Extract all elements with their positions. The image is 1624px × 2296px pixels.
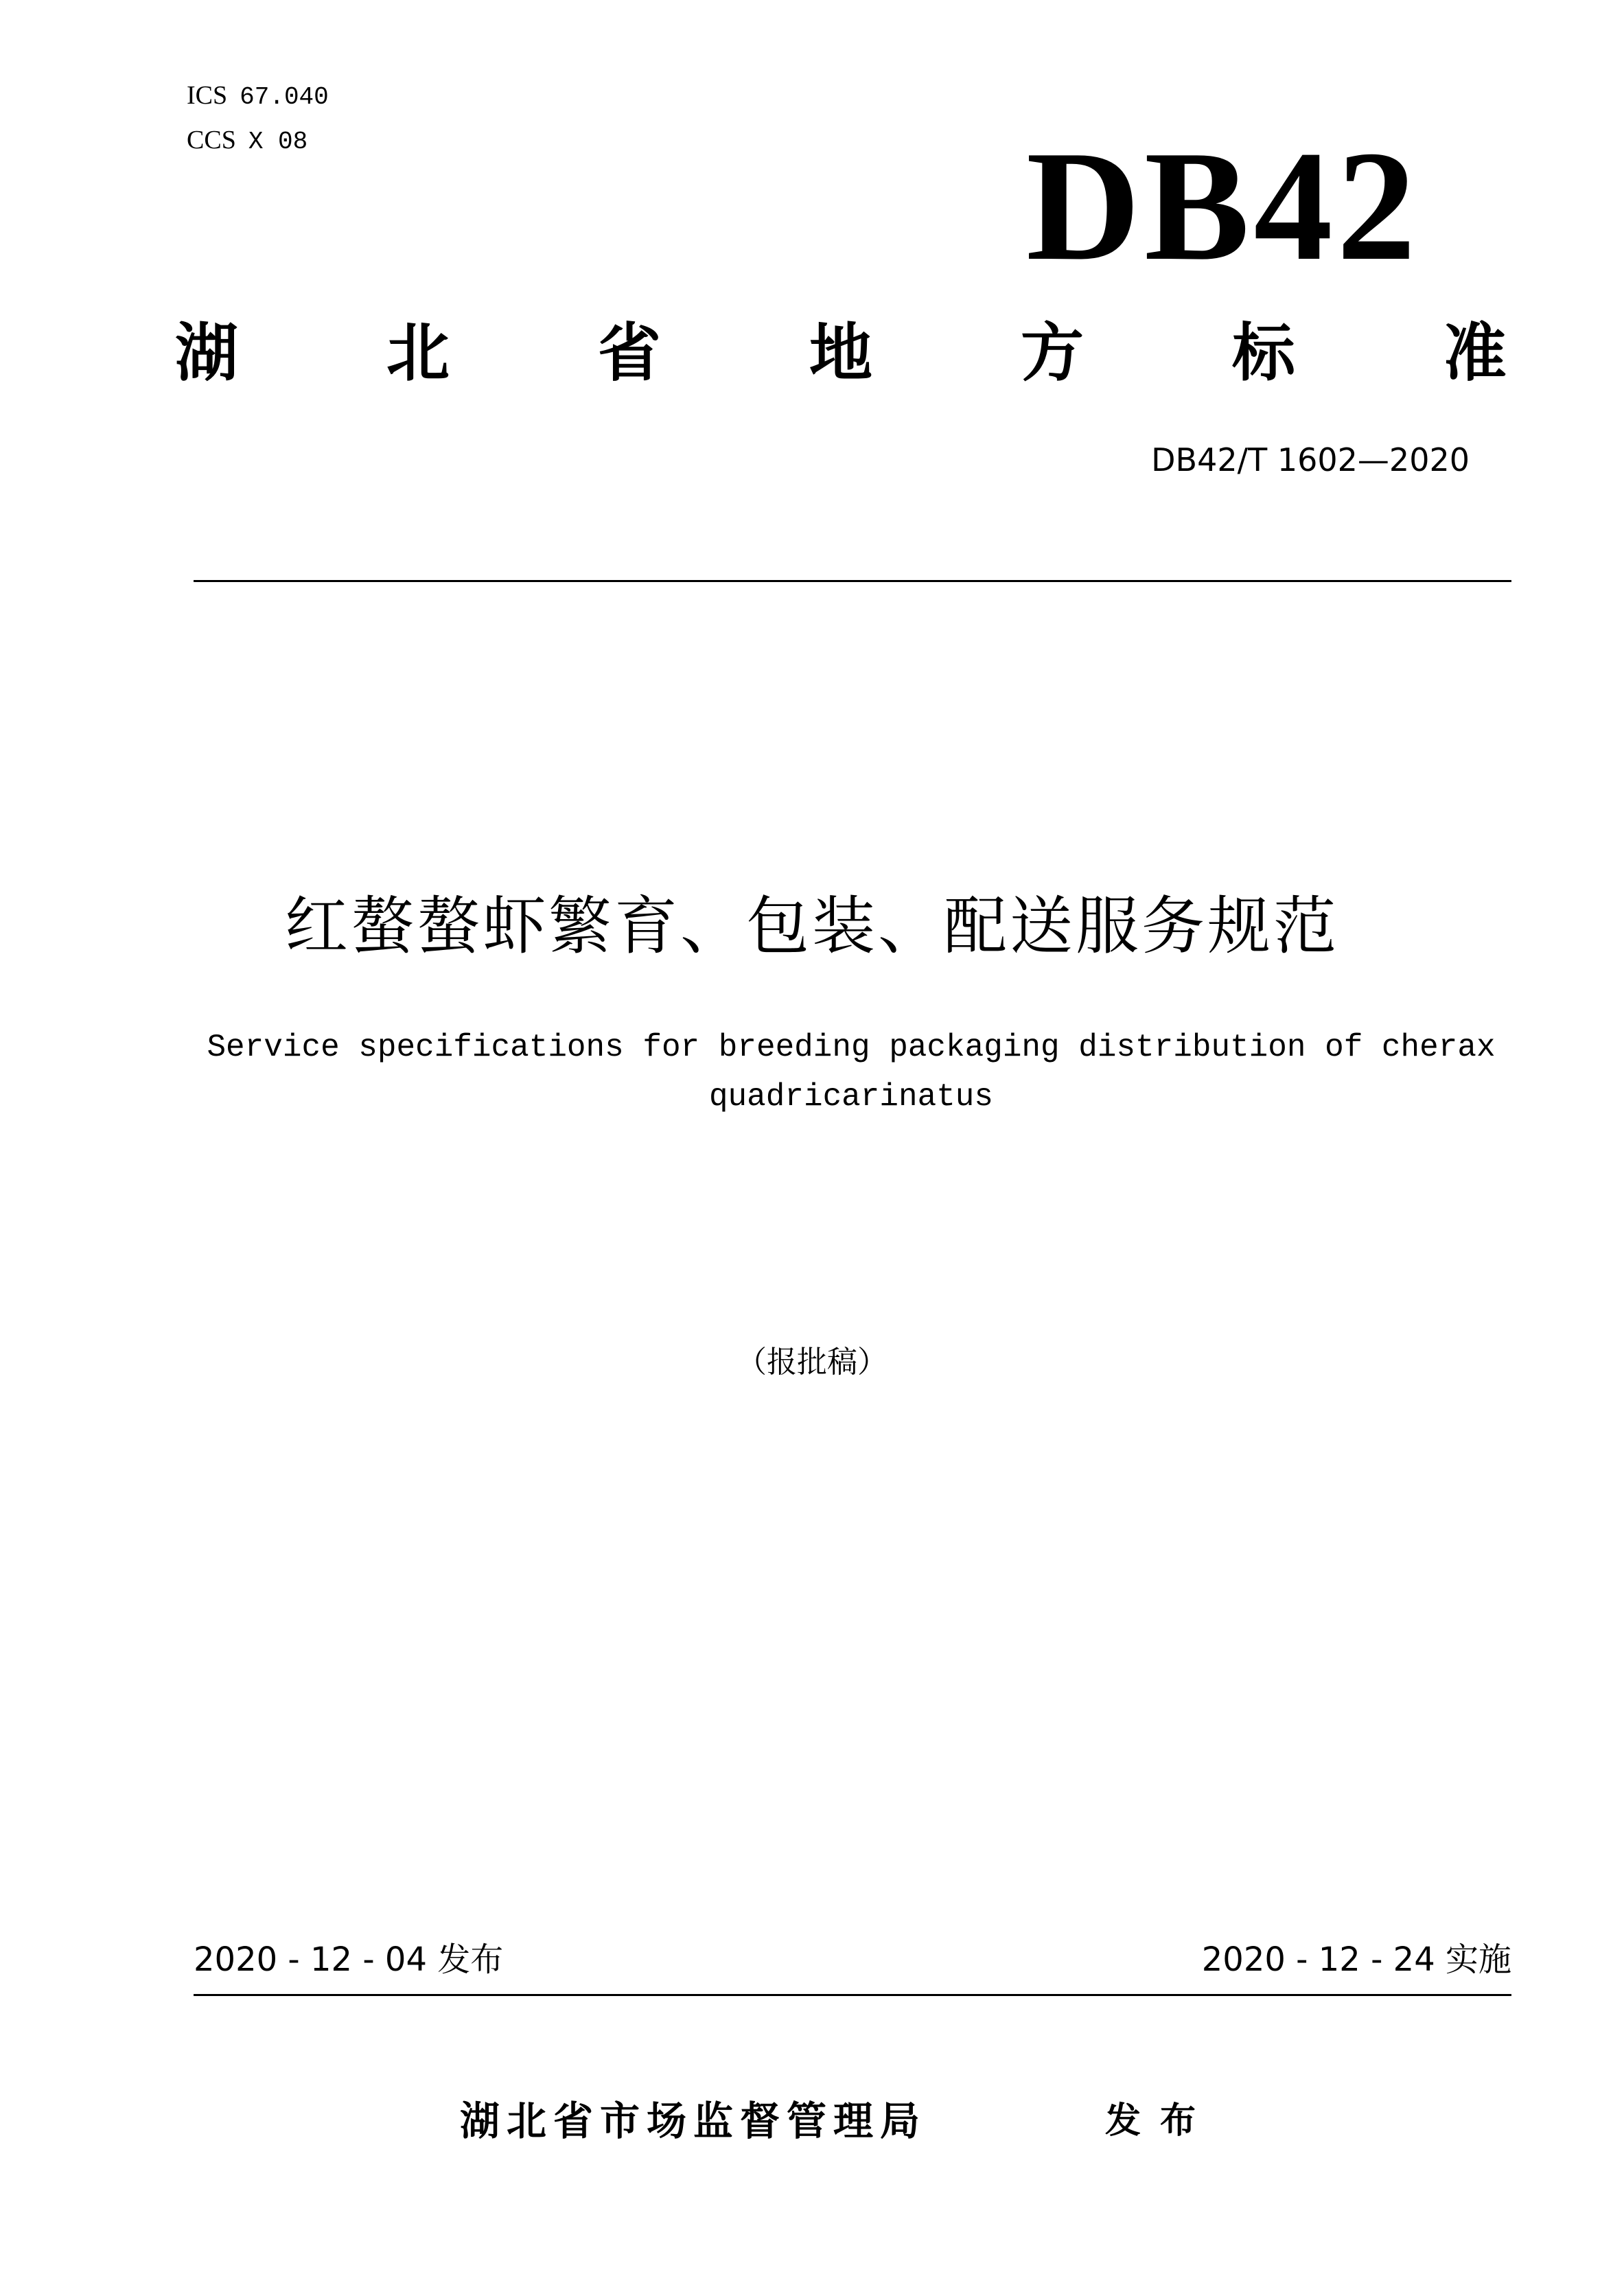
ccs-row <box>187 119 329 163</box>
ics-label: ICS <box>187 81 228 110</box>
issue-action: 发布 <box>1105 2100 1216 2142</box>
title-english-line: Service specifications for breeding packaging distribution of cherax <box>207 1030 1496 1065</box>
standard-level-char: 标 <box>1231 316 1295 390</box>
ics-code: 67.040 <box>240 83 329 111</box>
draft-status: （报批稿） <box>736 1345 888 1380</box>
issuing-authority: 湖北省市场监督管理局 <box>460 2098 927 2144</box>
title-english <box>192 1023 1510 1122</box>
title-chinese: 红螯螯虾繁育、包装、配送服务规范 <box>284 890 1339 963</box>
standard-level-char: 方 <box>1020 316 1084 390</box>
standard-level-char: 地 <box>809 316 872 390</box>
ccs-code: X 08 <box>248 128 308 156</box>
header-divider <box>194 580 1511 582</box>
standard-level-char: 省 <box>597 316 661 390</box>
standard-level-char: 北 <box>386 316 450 390</box>
footer-divider <box>194 1994 1511 1996</box>
effective-date: 2020 - 12 - 24 实施 <box>1201 1940 1511 1979</box>
classification-block <box>187 74 329 163</box>
standard-level-char: 湖 <box>175 316 239 390</box>
title-english-line: quadricarinatus <box>708 1079 994 1115</box>
standard-level-heading <box>175 312 1507 395</box>
ics-row <box>187 74 329 119</box>
standard-mark: DB42 <box>1026 118 1420 293</box>
standard-level-char: 准 <box>1443 316 1507 390</box>
release-date: 2020 - 12 - 04 发布 <box>194 1940 504 1979</box>
ccs-label: CCS <box>187 126 236 154</box>
standard-number: DB42/T 1602—2020 <box>1151 441 1470 478</box>
